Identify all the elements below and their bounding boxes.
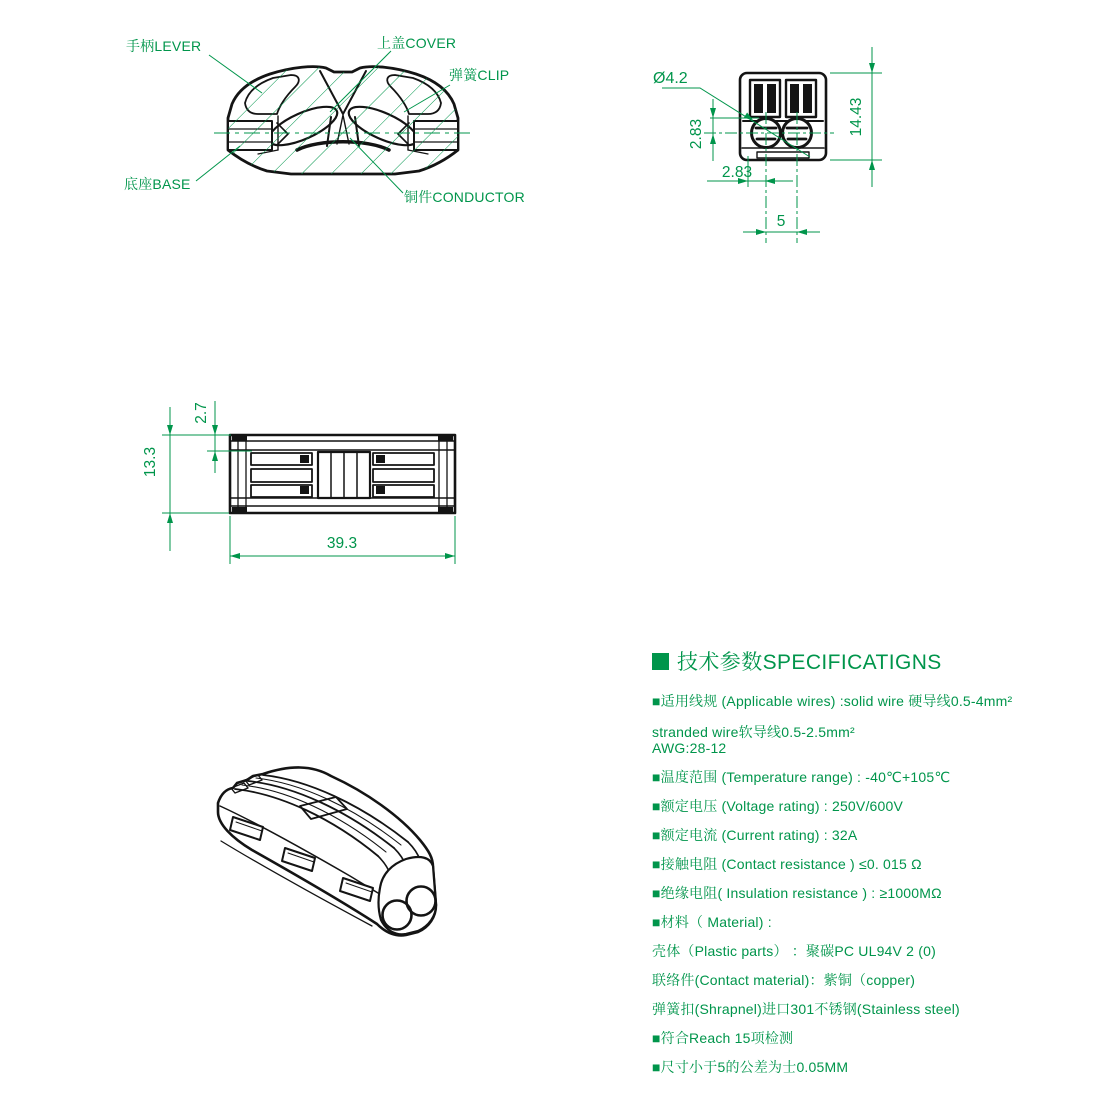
spec-list bbox=[652, 694, 1098, 1075]
spec-line: ■尺寸小于5的公差为士0.05MM bbox=[652, 1059, 849, 1075]
spec-line: ■材料（ Material) : bbox=[652, 914, 772, 930]
dim-body-length: 39.3 bbox=[326, 535, 358, 552]
specifications-panel bbox=[652, 646, 1098, 1075]
dim-hole-diameter: Ø4.2 bbox=[653, 70, 688, 87]
dim-port-pitch: 5 bbox=[776, 213, 786, 230]
spec-line: AWG:28-12 bbox=[652, 740, 727, 756]
dim-body-width: 13.3 bbox=[142, 446, 159, 478]
label-cover: 上盖COVER bbox=[377, 35, 457, 51]
spec-line: ■绝缘电阻( Insulation resistance ) : ≥1000MΩ bbox=[652, 885, 942, 901]
section-view-drawing bbox=[124, 35, 525, 205]
spec-line: ■额定电流 (Current rating) : 32A bbox=[652, 827, 858, 843]
label-clip: 弹簧CLIP bbox=[449, 67, 510, 83]
end-view-drawing bbox=[653, 47, 882, 243]
spec-line: 联络件(Contact material)：紫铜（copper) bbox=[652, 972, 916, 988]
top-view-drawing bbox=[142, 401, 455, 564]
spec-line: stranded wire软导线0.5-2.5mm² bbox=[652, 724, 855, 740]
spec-line: ■额定电压 (Voltage rating) : 250V/600V bbox=[652, 798, 904, 814]
dim-port-offset-v: 2.83 bbox=[688, 118, 705, 150]
spec-line: ■符合Reach 15项检测 bbox=[652, 1030, 794, 1046]
isometric-view-drawing bbox=[218, 767, 436, 935]
specs-title-marker bbox=[652, 653, 669, 670]
label-conductor: 铜件CONDUCTOR bbox=[404, 189, 525, 205]
dim-port-offset-h: 2.83 bbox=[721, 164, 753, 181]
dim-lever-height: 2.7 bbox=[193, 402, 210, 424]
spec-line: ■温度范围 (Temperature range) : -40℃+105℃ bbox=[652, 769, 951, 785]
specs-title-row bbox=[652, 646, 1098, 676]
label-lever: 手柄LEVER bbox=[126, 38, 202, 54]
spec-line: ■接触电阻 (Contact resistance ) ≤0. 015 Ω bbox=[652, 856, 922, 872]
spec-line: ■适用线规 (Applicable wires) :solid wire 硬导线0.5-4mm² bbox=[652, 693, 1013, 709]
label-base: 底座BASE bbox=[124, 176, 191, 192]
specs-title: 技术参数SPECIFICATIGNS bbox=[677, 651, 942, 674]
spec-line: 壳体（Plastic parts） ：聚碳PC UL94V 2 (0) bbox=[652, 943, 936, 959]
dim-body-height: 14.43 bbox=[848, 97, 865, 137]
section-hatch bbox=[228, 67, 458, 174]
spec-line: 弹簧扣(Shrapnel)进口301不锈钢(Stainless steel) bbox=[652, 1001, 960, 1017]
